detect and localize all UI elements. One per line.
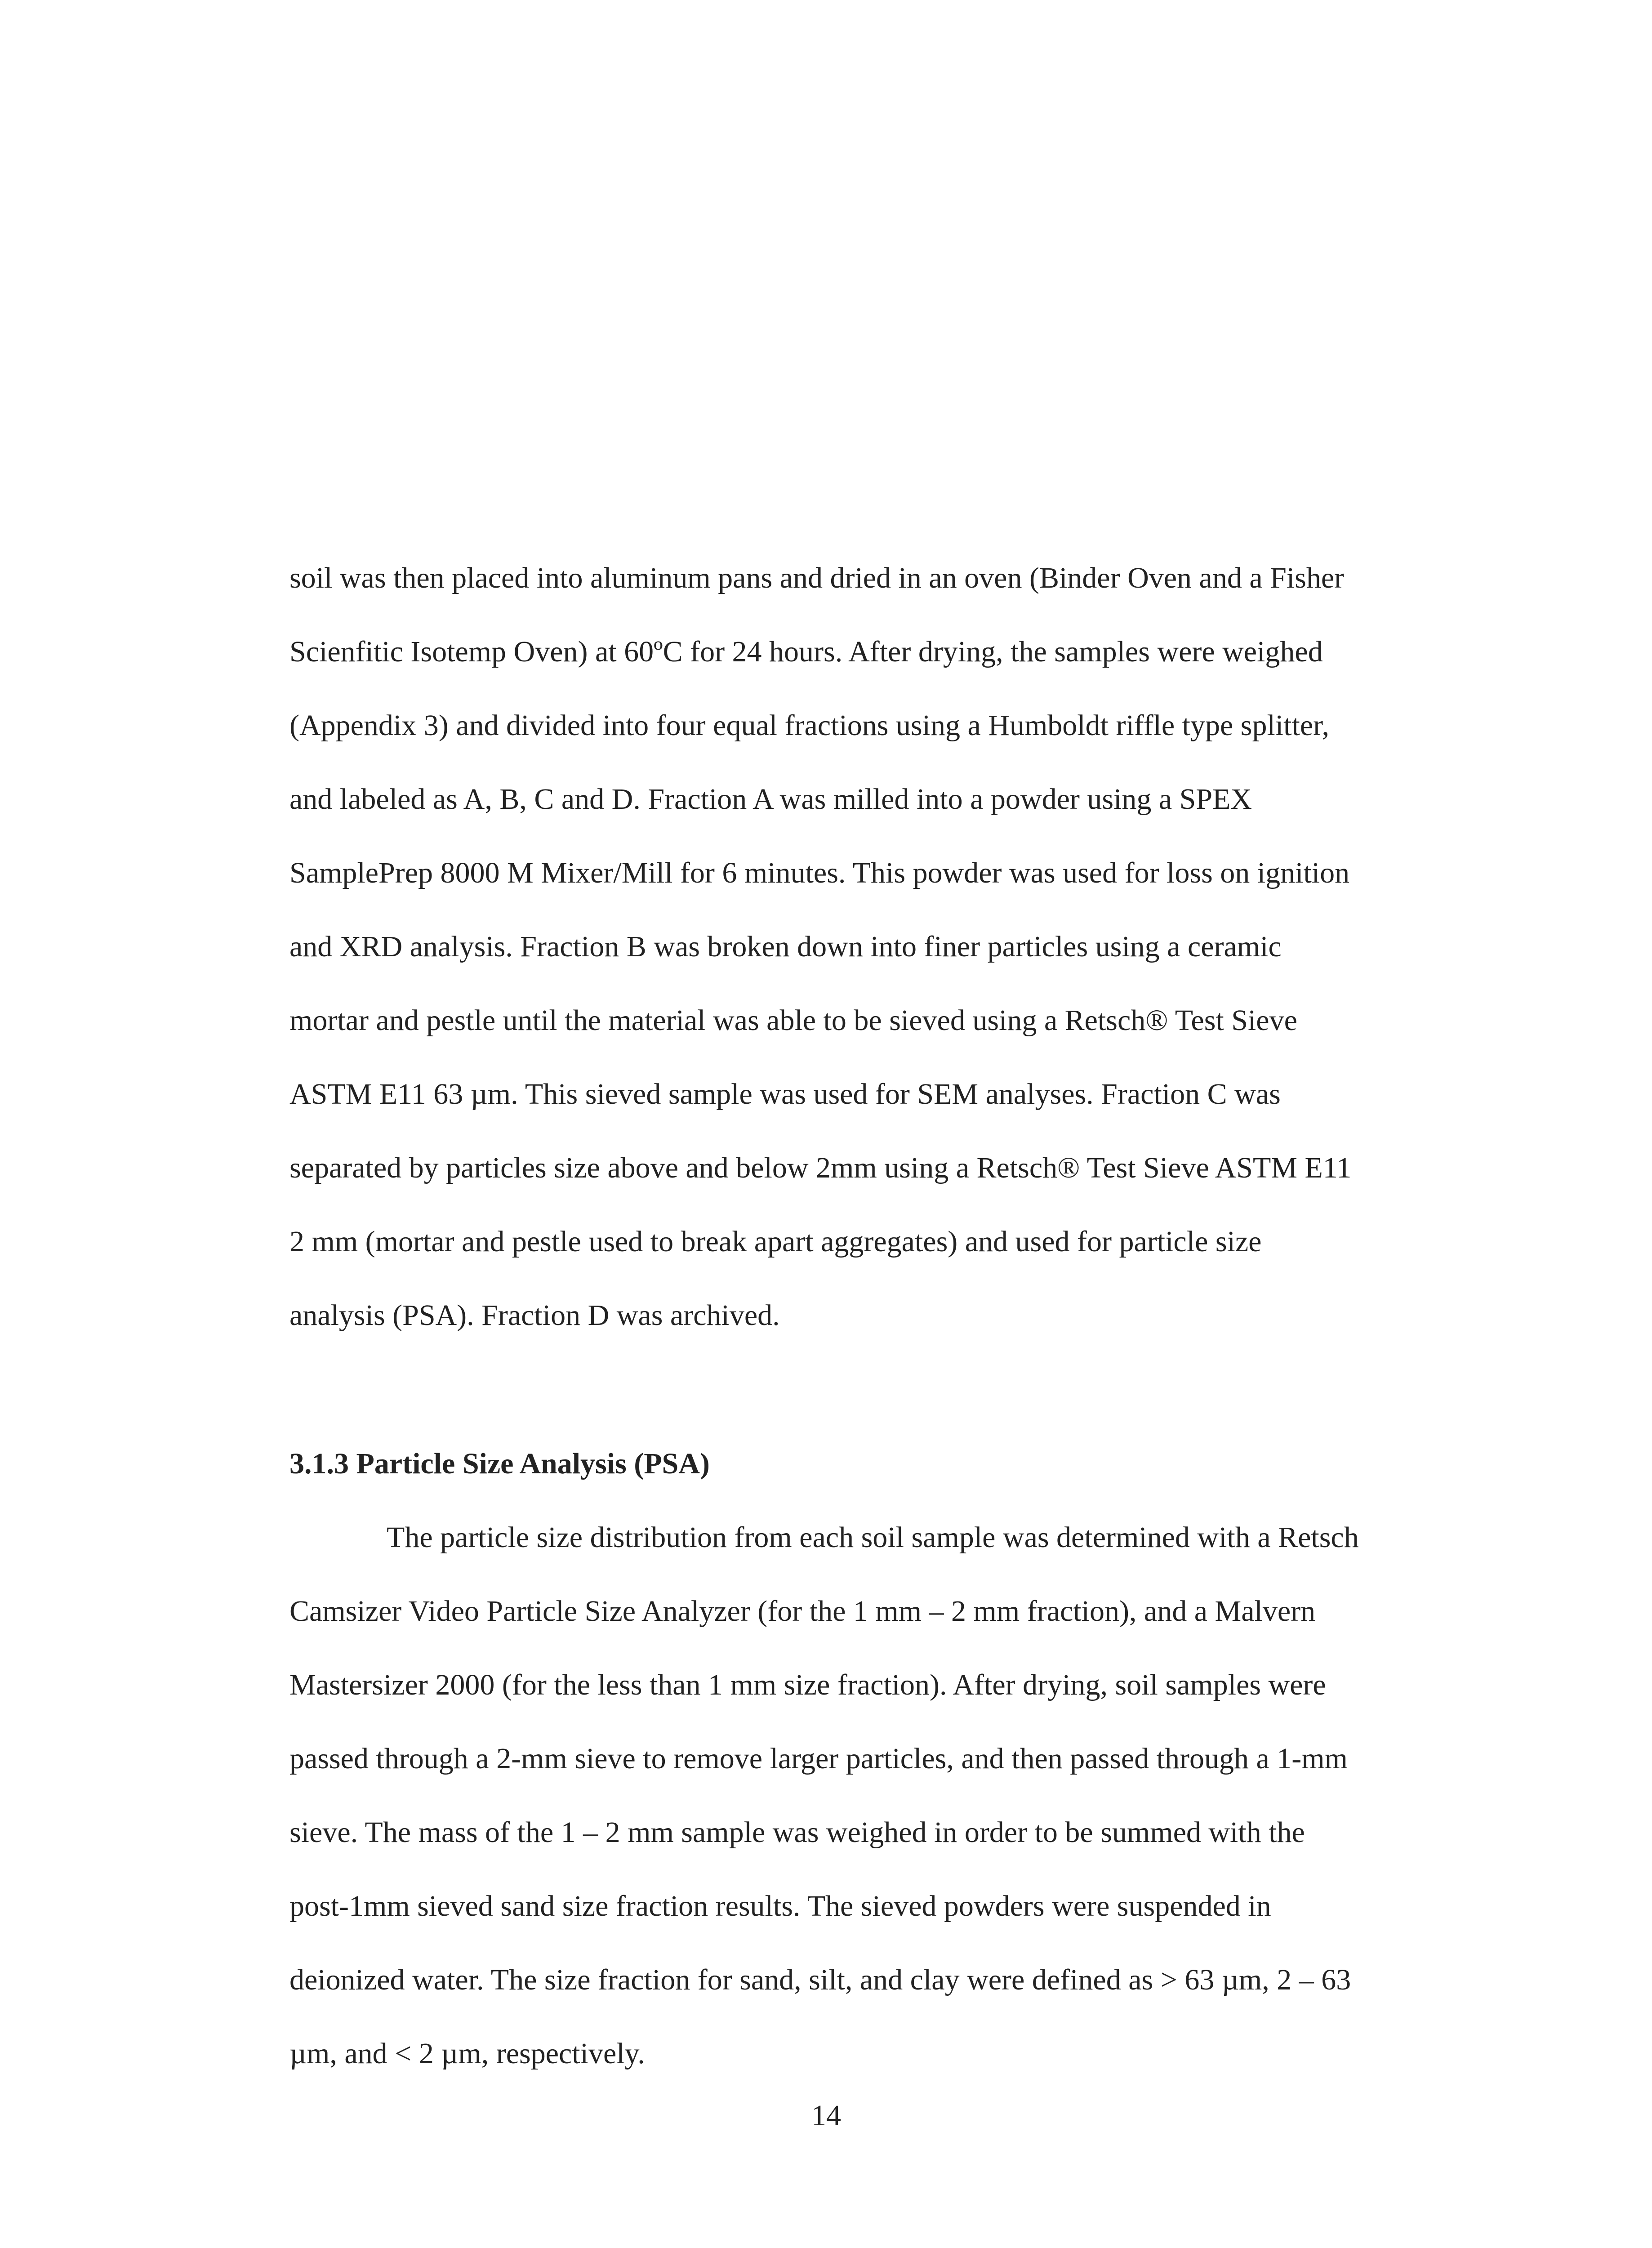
text-line: ASTM E11 63 µm. This sieved sample was used for SEM analyses. Fraction C was [289, 1078, 1281, 1111]
text-line: mortar and pestle until the material was able to be sieved using a Retsch® Test Sieve [289, 1004, 1297, 1037]
text-line: analysis (PSA). Fraction D was archived. [289, 1299, 780, 1332]
text-line: (Appendix 3) and divided into four equal fractions using a Humboldt riffle type splitter, [289, 709, 1329, 742]
text-line: sieve. The mass of the 1 – 2 mm sample was weighed in order to be summed with the [289, 1816, 1305, 1849]
text-line: separated by particles size above and below 2mm using a Retsch® Test Sieve ASTM E11 [289, 1151, 1352, 1184]
text-line: SamplePrep 8000 M Mixer/Mill for 6 minutes. This powder was used for loss on ignition [289, 856, 1350, 889]
text-line: post-1mm sieved sand size fraction results. The sieved powders were suspended in [289, 1890, 1271, 1922]
text-line: Mastersizer 2000 (for the less than 1 mm size fraction). After drying, soil samples were [289, 1668, 1326, 1701]
text-line: and XRD analysis. Fraction B was broken down into finer particles using a ceramic [289, 930, 1282, 963]
section-heading: 3.1.3 Particle Size Analysis (PSA) [289, 1447, 710, 1480]
text-line: deionized water. The size fraction for sand, silt, and clay were defined as > 63 µm, 2 – 63 [289, 1963, 1351, 1996]
text-line: Scienfitic Isotemp Oven) at 60ºC for 24 hours. After drying, the samples were weighed [289, 635, 1323, 668]
text-line: 2 mm (mortar and pestle used to break apart aggregates) and used for particle size [289, 1225, 1262, 1258]
text-line: and labeled as A, B, C and D. Fraction A was milled into a powder using a SPEX [289, 783, 1252, 816]
page-number: 14 [811, 2099, 841, 2132]
text-line: Camsizer Video Particle Size Analyzer (for the 1 mm – 2 mm fraction), and a Malvern [289, 1595, 1316, 1628]
text-line: The particle size distribution from each soil sample was determined with a Retsch [387, 1521, 1359, 1554]
text-line: soil was then placed into aluminum pans and dried in an oven (Binder Oven and a Fisher [289, 562, 1345, 594]
text-line: passed through a 2-mm sieve to remove larger particles, and then passed through a 1-mm [289, 1742, 1348, 1775]
text-line: µm, and < 2 µm, respectively. [289, 2037, 645, 2070]
